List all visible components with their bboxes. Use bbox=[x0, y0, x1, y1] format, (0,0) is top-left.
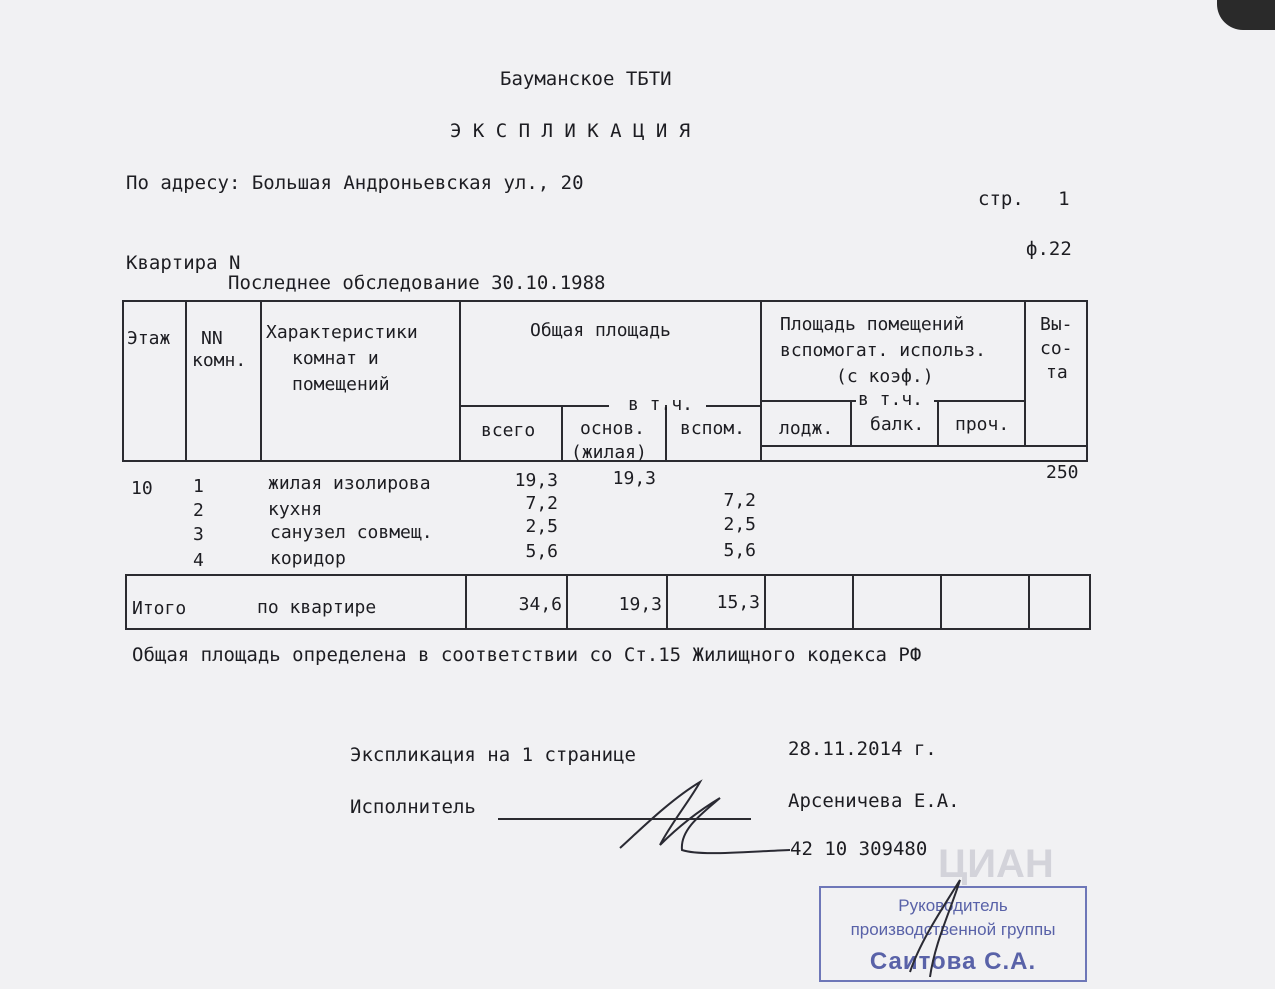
executor-name: Арсеничева Е.А. bbox=[788, 790, 960, 812]
header-desc-1: Характеристики bbox=[266, 322, 418, 343]
row-number: 4 bbox=[193, 550, 204, 571]
header-aux-area-1: Площадь помещений bbox=[780, 314, 965, 335]
row-description: жилая изолирова bbox=[268, 473, 431, 494]
row-number: 3 bbox=[193, 524, 204, 545]
header-incl: в т.ч. bbox=[628, 394, 694, 415]
header-balcony: балк. bbox=[870, 414, 925, 435]
totals-aux: 15,3 bbox=[716, 592, 760, 613]
row-total: 19,3 bbox=[514, 470, 558, 491]
row-number: 2 bbox=[193, 500, 204, 521]
row-description: санузел совмещ. bbox=[270, 522, 433, 543]
header-total-area: Общая площадь bbox=[530, 320, 671, 341]
totals-label-2: по квартире bbox=[257, 597, 377, 618]
form-number: ф.22 bbox=[1026, 238, 1072, 260]
row-aux: 2,5 bbox=[723, 514, 756, 535]
header-aux-area-2: вспомогат. использ. bbox=[780, 340, 986, 361]
page-number: стр. 1 bbox=[978, 188, 1070, 210]
doc-title: Э К С П Л И К А Ц И Я bbox=[450, 120, 691, 142]
header-aux: вспом. bbox=[680, 418, 746, 439]
executor-signature bbox=[600, 770, 800, 870]
row-height: 250 bbox=[1046, 462, 1079, 483]
pages-text: Экспликация на 1 странице bbox=[350, 744, 636, 766]
header-rooms-2: комн. bbox=[192, 350, 247, 371]
org-name: Бауманское ТБТИ bbox=[500, 68, 672, 90]
row-number: 1 bbox=[193, 476, 204, 497]
issue-date: 28.11.2014 г. bbox=[788, 738, 937, 760]
header-aux-area-3: (с коэф.) bbox=[836, 366, 934, 387]
area-note: Общая площадь определена в соответствии со Ст.15 Жилищного кодекса РФ bbox=[132, 644, 922, 666]
row-total: 2,5 bbox=[525, 516, 558, 537]
header-desc-3: помещений bbox=[292, 374, 390, 395]
row-floor: 10 bbox=[131, 478, 153, 499]
header-all: всего bbox=[481, 420, 536, 441]
header-floor: Этаж bbox=[127, 328, 171, 349]
row-main: 19,3 bbox=[612, 468, 656, 489]
totals-all: 34,6 bbox=[518, 594, 562, 615]
header-loggia: лодж. bbox=[779, 418, 834, 439]
survey-date: Последнее обследование 30.10.1988 bbox=[228, 272, 606, 294]
totals-label: Итого bbox=[132, 598, 187, 619]
totals-main: 19,3 bbox=[618, 594, 662, 615]
stamp-line-1: Руководитель bbox=[898, 896, 1008, 915]
address: По адресу: Большая Андроньевская ул., 20 bbox=[126, 172, 584, 194]
scan-corner-shadow bbox=[1217, 0, 1275, 30]
header-height-2: со- bbox=[1040, 338, 1073, 359]
stamp-signature bbox=[900, 872, 980, 982]
executor-label: Исполнитель bbox=[350, 796, 476, 818]
registry-code: 42 10 309480 bbox=[790, 838, 928, 860]
row-total: 5,6 bbox=[525, 541, 558, 562]
watermark: ЦИАН bbox=[938, 842, 1054, 886]
header-main-2: (жилая) bbox=[571, 442, 647, 463]
stamp-line-2: производственной группы bbox=[850, 920, 1056, 939]
header-desc-2: комнат и bbox=[292, 348, 379, 369]
row-aux: 5,6 bbox=[723, 540, 756, 561]
header-rooms-1: NN bbox=[201, 328, 223, 349]
apartment-label: Квартира N bbox=[126, 252, 241, 274]
header-other: проч. bbox=[955, 414, 1010, 435]
header-main-1: основ. bbox=[580, 418, 646, 439]
row-description: кухня bbox=[268, 499, 323, 520]
row-aux: 7,2 bbox=[723, 490, 756, 511]
header-height-3: та bbox=[1046, 362, 1068, 383]
row-description: коридор bbox=[270, 548, 346, 569]
header-incl-2: в т.ч. bbox=[858, 389, 924, 410]
stamp-line-3: Саитова С.А. bbox=[869, 948, 1037, 975]
row-total: 7,2 bbox=[525, 493, 558, 514]
header-height-1: Вы- bbox=[1040, 314, 1073, 335]
